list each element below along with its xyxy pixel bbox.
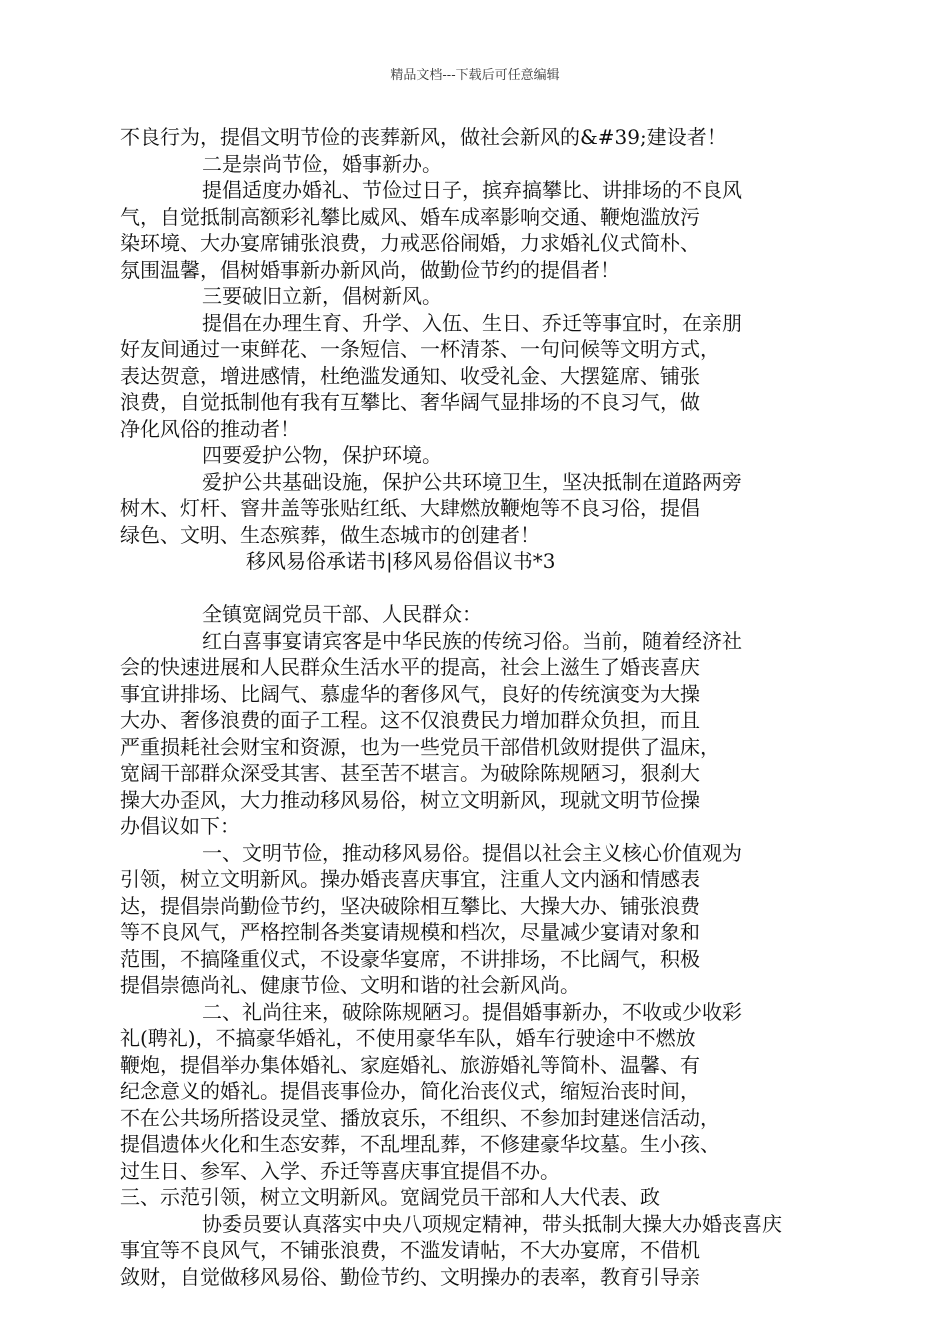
text-line: 操大办歪风，大力推动移风易俗，树立文明新风，现就文明节俭操 <box>120 787 700 812</box>
text-line: 三、示范引领，树立文明新风。宽阔党员干部和人大代表、政 <box>120 1185 660 1209</box>
text-line: 大办、奢侈浪费的面子工程。这不仅浪费民力增加群众负担，而且 <box>120 708 700 732</box>
text-line: 提倡遗体火化和生态安葬，不乱埋乱葬，不修建豪华坟墓。生小孩、 <box>120 1132 720 1156</box>
text-line: 提倡在办理生育、升学、入伍、生日、乔迁等事宜时，在亲朋 <box>202 310 742 335</box>
section-title: 移风易俗承诺书|移风易俗倡议书*3 <box>246 549 556 573</box>
text-line: 红白喜事宴请宾客是中华民族的传统习俗。当前，随着经济社 <box>202 628 742 653</box>
text-line: 达，提倡崇尚勤俭节约，坚决破除相互攀比、大操大办、铺张浪费 <box>120 893 700 918</box>
text-line: 不在公共场所搭设灵堂、播放哀乐，不组织、不参加封建迷信活动， <box>120 1105 720 1130</box>
text-line: 严重损耗社会财宝和资源，也为一些党员干部借机敛财提供了温床， <box>120 734 720 759</box>
text-line: 浪费，自觉抵制他有我有互攀比、奢华阔气显排场的不良习气，做 <box>120 390 700 414</box>
text-line: 一、文明节俭，推动移风易俗。提倡以社会主义核心价值观为 <box>202 840 742 865</box>
text-line: 鞭炮，提倡举办集体婚礼、家庭婚礼、旅游婚礼等简朴、温馨、有 <box>120 1052 700 1077</box>
text-line: 好友间通过一束鲜花、一条短信、一杯清茶、一句问候等文明方式， <box>120 337 720 361</box>
text-line: 不良行为，提倡文明节俭的丧葬新风，做社会新风的&#39;建设者！ <box>120 125 727 149</box>
text-line: 二、礼尚往来，破除陈规陋习。提倡婚事新办，不收或少收彩 <box>202 999 742 1024</box>
text-line: 提倡崇德尚礼、健康节俭、文明和谐的社会新风尚。 <box>120 973 580 997</box>
text-line: 事宜讲排场、比阔气、慕虚华的奢侈风气，良好的传统演变为大操 <box>120 681 700 706</box>
text-line: 引领，树立文明新风。操办婚丧喜庆事宜，注重人文内涵和情感表 <box>120 867 700 891</box>
text-line: 气，自觉抵制高额彩礼攀比威风、婚车成率影响交通、鞭炮滥放污 <box>120 204 700 229</box>
text-line: 三要破旧立新，倡树新风。 <box>202 284 442 308</box>
text-line: 办倡议如下： <box>120 814 240 838</box>
text-line: 提倡适度办婚礼、节俭过日子，摈弃搞攀比、讲排场的不良风 <box>202 178 742 202</box>
text-line <box>120 1290 830 1317</box>
text-line: 敛财，自觉做移风易俗、勤俭节约、文明操办的表率，教育引导亲 <box>120 1264 700 1289</box>
text-line: 绿色、文明、生态殡葬，做生态城市的创建者！ <box>120 522 540 547</box>
text-line: 氛围温馨，倡树婚事新办新风尚，做勤俭节约的提倡者！ <box>120 257 620 282</box>
salutation: 全镇宽阔党员干部、人民群众： <box>202 602 482 626</box>
text-line: 事宜等不良风气，不铺张浪费，不滥发请帖，不大办宴席，不借机 <box>120 1238 700 1262</box>
page-header: 精品文档---下载后可任意编辑 <box>390 68 560 83</box>
text-line: 四要爱护公物，保护环境。 <box>202 443 442 467</box>
text-line: 净化风俗的推动者！ <box>120 416 300 441</box>
text-line: 礼(聘礼)，不搞豪华婚礼，不使用豪华车队，婚车行驶途中不燃放 <box>120 1026 696 1050</box>
blank-line <box>120 575 830 602</box>
text-line: 宽阔干部群众深受其害、甚至苦不堪言。为破除陈规陋习，狠刹大 <box>120 761 700 785</box>
document-body <box>120 124 830 1317</box>
text-line: 过生日、参军、入学、乔迁等喜庆事宜提倡不办。 <box>120 1158 560 1183</box>
text-line: 表达贺意，增进感情，杜绝滥发通知、收受礼金、大摆筵席、铺张 <box>120 363 700 388</box>
text-line: 二是崇尚节俭，婚事新办。 <box>202 151 442 176</box>
text-line: 会的快速进展和人民群众生活水平的提高，社会上滋生了婚丧喜庆 <box>120 655 700 679</box>
text-line: 协委员要认真落实中央八项规定精神，带头抵制大操大办婚丧喜庆 <box>202 1211 782 1236</box>
text-line: 范围，不搞隆重仪式，不设豪华宴席，不讲排场，不比阔气，积极 <box>120 946 700 971</box>
text-line: 爱护公共基础设施，保护公共环境卫生，坚决抵制在道路两旁 <box>202 469 742 494</box>
text-line: 等不良风气，严格控制各类宴请规模和档次，尽量减少宴请对象和 <box>120 920 700 944</box>
text-line: 染环境、大办宴席铺张浪费，力戒恶俗闹婚，力求婚礼仪式简朴、 <box>120 231 700 255</box>
text-line: 纪念意义的婚礼。提倡丧事俭办，简化治丧仪式，缩短治丧时间， <box>120 1079 700 1103</box>
text-line: 树木、灯杆、窨井盖等张贴红纸、大肆燃放鞭炮等不良习俗，提倡 <box>120 496 700 520</box>
